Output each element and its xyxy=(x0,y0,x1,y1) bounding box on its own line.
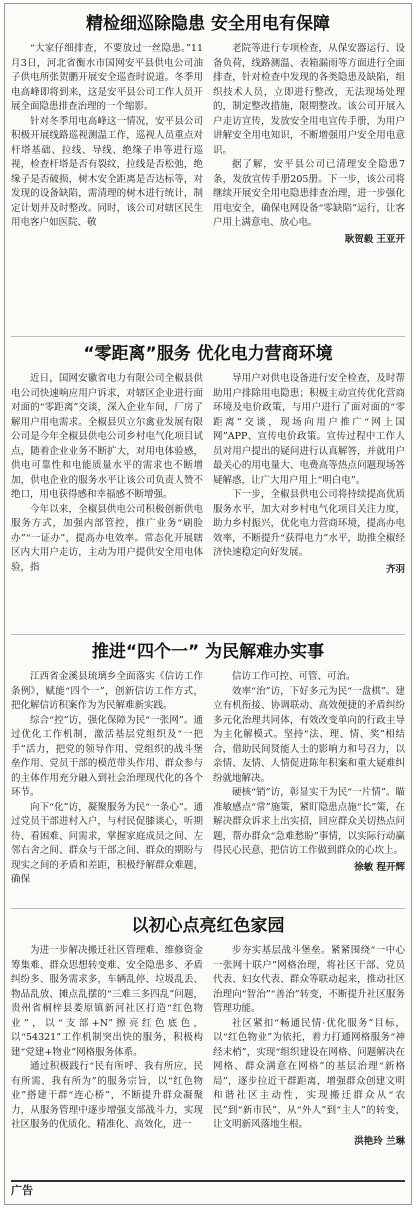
paragraph: 硬核“销”访，彰显实干为民“一片情”。瞄准敏感点“常”施策，紧盯隐患点施“长”策，在解决群众诉求上出实招，回应群众关切热点问题，帮办群众“急难愁盼”事情，以实际行动赢得民心民意，把信访工作做到群众的心坎上。 xyxy=(213,787,405,856)
paragraph: 今年以来，全椒县供电公司积极创新供电服务方式，加强内部管控，推广业务“刷脸办”“一证办”，提高办电效率。常态化开展辖区内大用户走访，主动为用户提供安全用电体验，指 xyxy=(11,503,203,573)
newspaper-page xyxy=(4,3,412,1205)
paragraph: 导用户对供电设备进行安全检查，及时帮助用户排除用电隐患；积极主动宣传优化营商环境及电价政策，与用户进行了面对面的“零距离”交谈，现场向用户推广“网上国网”APP、宣传电价政策。宣传过程中工作人员对用户提出的疑问进行认真解答，并就用户最关心的用电量大、电费高等热点问题现场答疑解惑，让广大用户用上“明白电”。 xyxy=(213,373,405,486)
paragraph: “大家仔细排查，不要放过一丝隐患。”11月3日，河北省衡水市国网安平县供电公司油子供电所张贺鹏开展安全巡查时说道。冬季用电高峰即将到来，这是安平县公司工作人员开展全面隐患排查治理的一个缩影。 xyxy=(11,43,203,112)
article-title: 推进“四个一” 为民解难办实事 xyxy=(91,642,325,662)
article-4 xyxy=(11,914,405,1180)
paragraph: 近日，国网安徽省电力有限公司全椒县供电公司快速响应用户诉求，对辖区企业进行面对面的“零距离”交谈，深入企业车间，厂房了解用户用电需求。全椒县贝立尔禽业发展有限公司是今年全椒县供电公司乡村电气化项目试点，随着企业业务不断扩大，对用电体验感，供电可靠性和电能质量水平的需求也不断增加，供电企业的服务水平让该公司负责人赞不绝口，用电获得感和幸福感不断增强。 xyxy=(11,373,203,500)
article-column-right xyxy=(213,944,405,1149)
byline: 耿贺毅 王亚开 xyxy=(344,233,405,245)
article-title: 精检细巡除隐患 安全用电有保障 xyxy=(86,14,330,34)
article-column-left xyxy=(11,670,203,888)
paragraph: 向下“化”访，凝聚服务为民“一条心”。通过党员干部进村入户，与村民促膝谈心，听期待、看困难、问需求，掌握家庭成员之间、左邻右舍之间、群众与干部之间、群众的期盼与现实之间的矛盾和差距，积极纾解群众难题，确保 xyxy=(11,801,203,885)
article-column-right xyxy=(213,42,405,247)
article-3 xyxy=(11,640,405,904)
article-column-left xyxy=(11,42,203,247)
paragraph: 信访工作可控、可管、可治。 xyxy=(232,671,356,682)
paragraph: 据了解，安平县公司已清理安全隐患7条，发放宣传手册205册。下一步，该公司将继续开展安全用电隐患排查治理，进一步强化用电安全，确保电网设备“零缺陷”运行，让客户用上满意电、放心电。 xyxy=(213,159,405,228)
paragraph: 为进一步解决搬迁社区管理难、维修资金筹集难、群众思想转变难、安全隐患多、矛盾纠纷多、服务需求多，车辆乱停、垃圾乱丢、物品乱放、摊点乱摆的“三难三多四乱”问题，贵州省桐梓县娄原镇新河社区打造“红色物业”，以“支部+N”擦亮红色底色，以“54321”工作机制突出快的服务，积极构建“党建+物业”网格服务体系。 xyxy=(11,945,203,1058)
paragraph: 针对冬季用电高峰这一情况，安平县公司积极开展线路巡视测温工作，巡视人员重点对杆塔基础、拉线、导线、绝缘子串等进行巡视，检查杆塔是否有裂纹，拉线是否松弛，绝缘子是否破损，树木安全距离是否达标等，对发现的设备缺陷，需清理的树木进行统计，制定计划并及时整改。同时，该公司对辖区民生用电客户如医院、敬 xyxy=(11,115,203,228)
byline: 洪艳玲 兰琳 xyxy=(354,1135,405,1147)
article-column-left xyxy=(11,372,203,577)
article-1 xyxy=(11,12,405,332)
divider xyxy=(11,336,405,337)
advertisement-label: 广告 xyxy=(11,1184,33,1197)
article-column-left xyxy=(11,944,203,1149)
paragraph: 步夯实基层战斗堡垒。紧紧围绕“一中心一张网十联户”网格治理，将社区干部、党员代表、妇女代表、群众等联动起来，推动社区治理向“智治”“善治”转变，不断提升社区服务管理功能。 xyxy=(213,945,405,1014)
page-footer xyxy=(11,1180,405,1200)
divider xyxy=(11,634,405,635)
paragraph: 社区紧扣“畅通民情·优化服务”目标，以“红色物业”为依托，着力打通网格服务“神经末梢”，实现“组织建设在网格、问题解决在网格、群众满意在网格”的基层治理“新格局”，逐步拉近干群距离，增强群众创建文明和谐社区主动性，实现搬迁群众从“农民”到“新市民”、从“外人”到“主人”的转变，让文明新风落地生根。 xyxy=(213,1017,405,1130)
article-column-right xyxy=(213,372,405,577)
article-title: 以初心点亮红色家园 xyxy=(131,916,285,936)
article-column-right xyxy=(213,670,405,888)
paragraph: 通过积极践行“民有所呼、我有所应，民有所需、我有所为”的服务宗旨，以“红色物业”搭建干群“连心桥”，不断提升群众凝聚力，从服务管理中逐步增强支部战斗力，实现社区服务的优质化、精准化、高效化，进一 xyxy=(11,1061,203,1130)
paragraph: 效率“治”访，下好多元为民“一盘棋”。建立有机衔接、协调联动、高效便捷的矛盾纠纷多元化治理共同体，有效改变单向的行政主导为主化解模式。坚持“法、理、情、奖”相结合，借助民间贤能人士的影响力和号召力，以亲情、友情、人情促进陈年积案和重大疑难纠纷就地解决。 xyxy=(213,685,405,784)
paragraph: 综合“控”访，强化保障为民“一张网”。通过优化工作机制，激活基层党组织及“一把手”活力，把党的领导作用、党组织的战斗堡垒作用、党员干部的模范带头作用、群众参与的主体作用充分融入到社会治理现代化的各个环节。 xyxy=(11,714,203,798)
article-title: “零距离”服务 优化电力营商环境 xyxy=(83,344,333,364)
paragraph: 老院等进行专项检查，从保安器运行、设备负荷，线路测温、表箱漏雨等方面进行全面排查，针对检查中发现的各类隐患及缺陷，组织技术人员，立即进行整改，无法现场处理的，制定整改措施，限期整改。该公司开展入户走访宣传，发放安全用电宣传手册，为用户讲解安全用电知识，不断增强用户安全用电意识。 xyxy=(213,43,405,156)
article-2 xyxy=(11,342,405,630)
byline: 齐羽 xyxy=(385,563,405,575)
paragraph: 下一步，全椒县供电公司将持续提高优质服务水平，加大对乡村电气化项目关注力度，助力乡村振兴，优化电力营商环境，提高办电效率，不断提升“获得电力”水平，助推全椒经济快速稳定向好发展。 xyxy=(213,489,405,558)
paragraph: 江西省金溪县琉璃乡全面落实《信访工作条例》，赋能“四个一”，创新信访工作方式，把化解信访积案作为为民解难新实践。 xyxy=(11,671,203,711)
divider xyxy=(11,908,405,909)
byline: 徐敏 程开辉 xyxy=(354,861,405,873)
